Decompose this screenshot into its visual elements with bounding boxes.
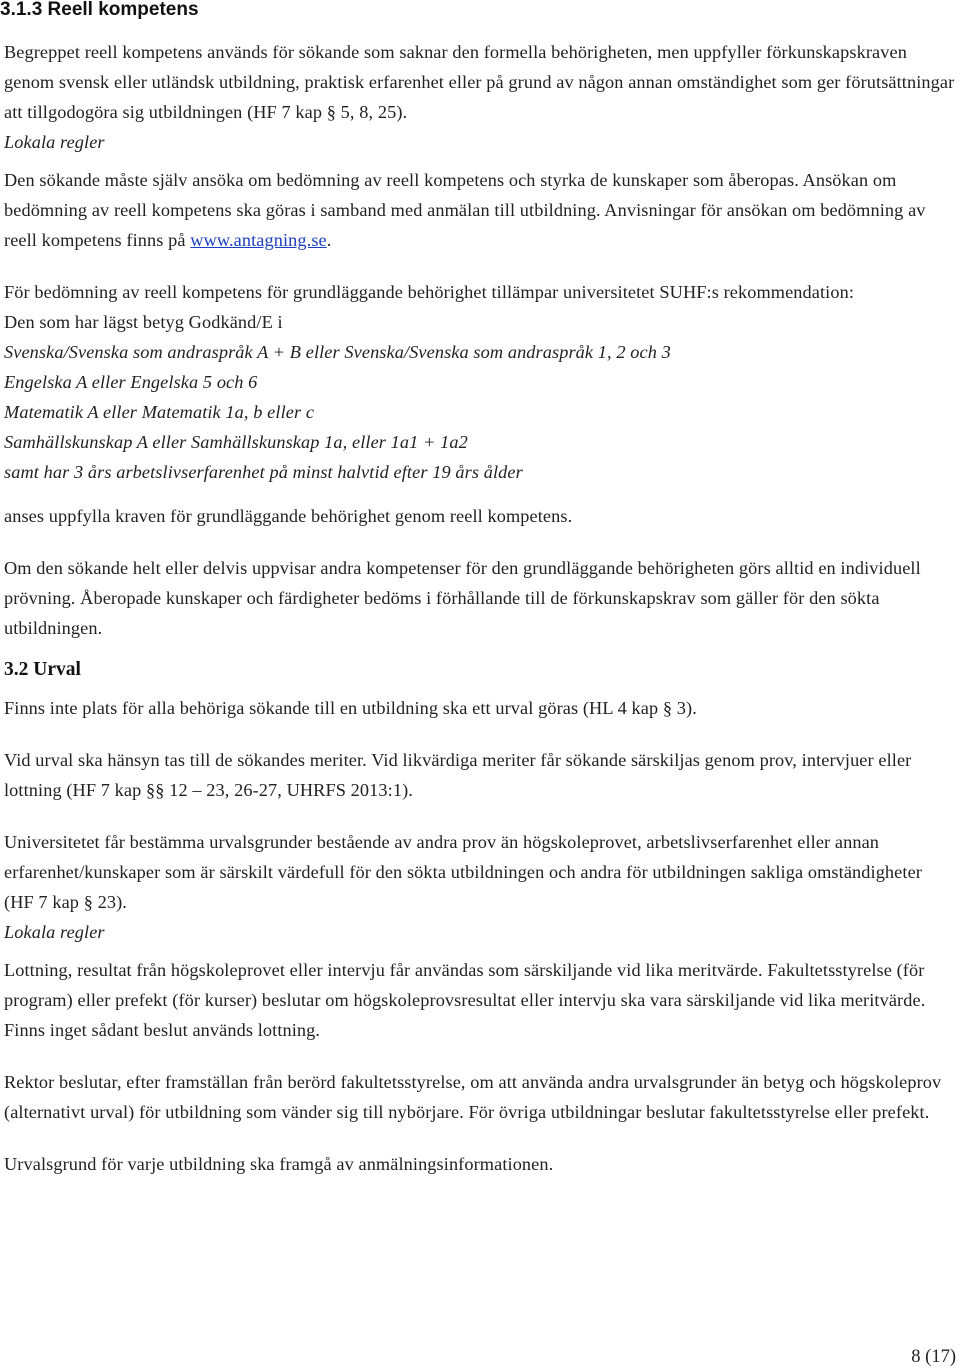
section-heading-urval: 3.2 Urval — [4, 659, 81, 680]
requirement-line: Samhällskunskap A eller Samhällskunskap 1a, eller 1a1 + 1a2 — [4, 432, 468, 452]
paragraph-merits: Vid urval ska hänsyn tas till de sökandes meriter. Vid likvärdiga meriter får sökande särskiljas genom prov, intervjuer eller lottning (HF 7 kap §§ 12 – 23, 26-27, UHRFS 2013:1). — [4, 750, 912, 800]
paragraph-considered-qualified: anses uppfylla kraven för grundläggande behörighet genom reell kompetens. — [4, 506, 573, 526]
paragraph-individual-assessment: Om den sökande helt eller delvis uppvisar andra kompetenser för den grundläggande behörigheten görs alltid en individuell prövning. Åberopade kunskaper och färdigheter bedöms i förhållande till de förkunskapskrav som gäller för den sökta utbildningen. — [4, 558, 921, 638]
requirement-line: Engelska A eller Engelska 5 och 6 — [4, 372, 258, 392]
paragraph-selection-info: Urvalsgrund för varje utbildning ska framgå av anmälningsinformationen. — [4, 1154, 554, 1174]
paragraph-selection-needed: Finns inte plats för alla behöriga sökande till en utbildning ska ett urval göras (HL 4 kap § 3). — [4, 698, 697, 718]
application-text-end: . — [326, 230, 332, 250]
paragraph-minimum-grade: Den som har lägst betyg Godkänd/E i — [4, 312, 283, 332]
application-text: Den sökande måste själv ansöka om bedömning av reell kompetens och styrka de kunskaper som åberopas. Ansökan om bedömning av reell kompetens ska göras i samband med anmälan till utbildning. Anvisningar för ansökan om bedömning av reell kompetens finns på — [4, 170, 926, 250]
requirements-list — [4, 337, 956, 487]
paragraph-rector-decision: Rektor beslutar, efter framställan från berörd fakultetsstyrelse, om att använda andra urvalsgrunder än betyg och högskoleprov (alternativt urval) för utbildning som vänder sig till nybörjare. För övriga utbildningar beslutar fakultetsstyrelse eller prefekt. — [4, 1072, 942, 1122]
paragraph-selection-grounds: Universitetet får bestämma urvalsgrunder bestående av andra prov än högskoleprovet, arbetslivserfarenhet eller annan erfarenhet/kunskaper som är särskilt värdefull för den sökta utbildningen och andra för utbildningen sakliga omständigheter (HF 7 kap § 23). — [4, 832, 922, 912]
paragraph-application-instructions — [4, 165, 956, 255]
paragraph-suhf-recommendation: För bedömning av reell kompetens för grundläggande behörighet tillämpar universitetet SUHF:s rekommendation: — [4, 282, 855, 302]
requirement-line: samt har 3 års arbetslivserfarenhet på minst halvtid efter 19 års ålder — [4, 462, 523, 482]
section-heading-reell-kompetens: 3.1.3 Reell kompetens — [0, 0, 199, 20]
requirement-line: Matematik A eller Matematik 1a, b eller c — [4, 402, 315, 422]
requirement-line: Svenska/Svenska som andraspråk A + B eller Svenska/Svenska som andraspråk 1, 2 och 3 — [4, 342, 671, 362]
paragraph-lottery-rules: Lottning, resultat från högskoleprovet eller intervju får användas som särskiljande vid lika meritvärde. Fakultetsstyrelse (för program) eller prefekt (för kurser) beslutar om högskoleprovsresultat eller intervju ska vara särskiljande vid lika meritvärde. Finns inget sådant beslut används lottning. — [4, 960, 926, 1040]
paragraph-reell-kompetens-definition: Begreppet reell kompetens används för sökande som saknar den formella behörigheten, men uppfyller förkunskapskraven genom svensk eller utländsk utbildning, praktisk erfarenhet eller på grund av någon annan omständighet som ger förutsättningar att tillgodogöra sig utbildningen (HF 7 kap § 5, 8, 25). — [4, 42, 955, 122]
antagning-link[interactable]: www.antagning.se — [190, 230, 327, 250]
local-rules-label: Lokala regler — [4, 922, 105, 942]
local-rules-label: Lokala regler — [4, 132, 105, 152]
page-number: 8 (17) — [911, 1347, 956, 1367]
